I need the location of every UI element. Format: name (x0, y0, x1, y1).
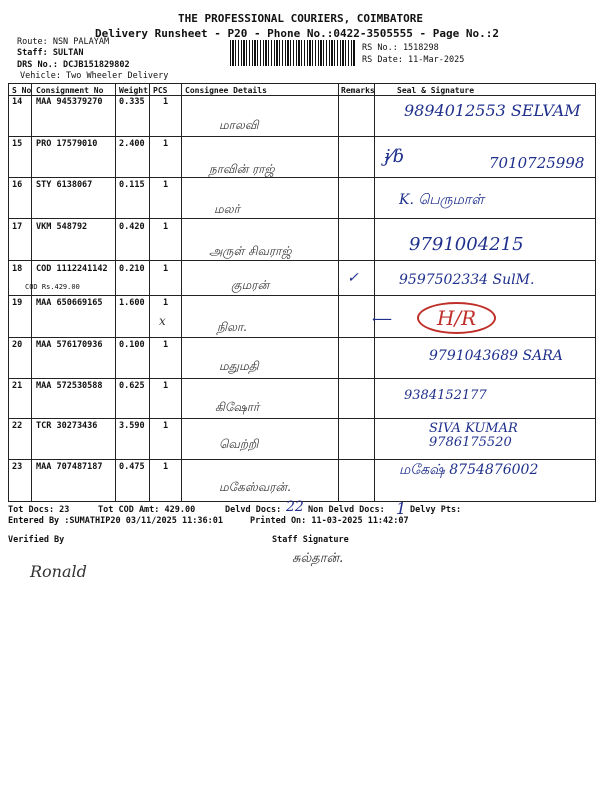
row-weight: 0.625 (119, 381, 145, 391)
runsheet-title: Delivery Runsheet - P20 - Phone No.:0422-3505555 - Page No.:2 (95, 27, 499, 40)
row-pcs: 1 (163, 340, 169, 350)
vehicle-label: Vehicle: Two Wheeler Delivery (20, 71, 169, 81)
row-consignee: மதுமதி (219, 359, 259, 373)
row-consignment-no: MAA 576170936 (36, 340, 103, 350)
row-consignment-no: PRO 17579010 (36, 139, 98, 149)
col-consignee: Consignee Details (185, 86, 267, 95)
entered-by: Entered By :SUMATHIP20 03/11/2025 11:36:01 (8, 516, 223, 526)
col-consignment: Consignment No (36, 86, 104, 95)
row-consignee: குமரன் (231, 278, 270, 292)
row-consignment-no: MAA 945379270 (36, 97, 103, 107)
col-pcs: PCS (153, 86, 168, 95)
row-pcs: 1 (163, 381, 169, 391)
total-cod: Tot COD Amt: 429.00 (98, 505, 196, 515)
rs-date: RS Date: 11-Mar-2025 (362, 55, 465, 65)
row-pcs: 1 (163, 298, 169, 308)
total-docs: Tot Docs: 23 (8, 505, 70, 515)
row-consignment-no: VKM 548792 (36, 222, 88, 232)
row-weight: 0.100 (119, 340, 145, 350)
row-pcs: 1 (163, 462, 169, 472)
row-weight: 0.475 (119, 462, 145, 472)
row-signature: 9894012553 SELVAM (404, 101, 581, 120)
delivery-points-label: Delvy Pts: (410, 505, 462, 515)
row-signature: 9791043689 SARA (429, 348, 563, 364)
delivered-docs-label: Delvd Docs: (225, 505, 282, 515)
row-sno: 14 (12, 97, 23, 107)
row-sno: 21 (12, 381, 23, 391)
col-signature: Seal & Signature (397, 86, 475, 95)
row-sno: 20 (12, 340, 23, 350)
row-cod-amount: COD Rs.429.00 (25, 283, 80, 291)
row-pcs: 1 (163, 222, 169, 232)
company-name: THE PROFESSIONAL COURIERS, COIMBATORE (178, 12, 424, 25)
row-consignment-no: COD 1112241142 (36, 264, 108, 274)
row-signature: மகேஷ் 8754876002 (399, 462, 539, 478)
row-consignee: நிலா. (217, 320, 247, 334)
delivered-docs-value: 22 (286, 499, 304, 515)
row-sno: 23 (12, 462, 23, 472)
row-consignment-no: TCR 30273436 (36, 421, 98, 431)
row-weight: 0.115 (119, 180, 145, 190)
row-signature: K. பெருமாள் (399, 192, 484, 208)
row-pcs: 1 (163, 421, 169, 431)
row-weight: 0.210 (119, 264, 145, 274)
runsheet-table (8, 83, 596, 502)
col-sno: S No (12, 86, 32, 95)
staff-signature: சுல்தான். (292, 551, 344, 566)
cross-mark: x (159, 314, 166, 328)
staff-label: Staff: SULTAN (17, 48, 84, 58)
row-consignee: கிஷோர் (215, 400, 260, 414)
row-weight: 3.590 (119, 421, 145, 431)
row-signature: 7010725998 (489, 154, 585, 172)
non-delivered-docs-label: Non Delvd Docs: (308, 505, 385, 515)
row-remark: ✓ (347, 270, 359, 286)
row-sno: 17 (12, 222, 23, 232)
row-sno: 16 (12, 180, 23, 190)
col-weight: Weight (119, 86, 148, 95)
drs-number: DRS No.: DCJB151829802 (17, 60, 130, 70)
row-signature: 9384152177 (404, 388, 487, 403)
col-remarks: Remarks (341, 86, 375, 95)
row-consignment-no: MAA 707487187 (36, 462, 103, 472)
non-delivered-docs-value: 1 (396, 499, 407, 518)
staff-signature-label: Staff Signature (272, 535, 349, 545)
arrow-mark: ⟵ (372, 312, 393, 328)
row-sno: 18 (12, 264, 23, 274)
barcode-image (230, 40, 355, 66)
row-pcs: 1 (163, 97, 169, 107)
route-label: Route: NSN PALAYAM (17, 37, 110, 47)
row-consignee: மகேஸ்வரன். (219, 480, 291, 494)
rs-number: RS No.: 1518298 (362, 43, 439, 53)
row-signature: 9791004215 (409, 234, 524, 255)
row-weight: 2.400 (119, 139, 145, 149)
row-sno: 22 (12, 421, 23, 431)
row-consignee: வெற்றி (219, 437, 259, 451)
row-pcs: 1 (163, 264, 169, 274)
signature-scribble: ɉ⁄ɓ (384, 146, 405, 167)
row-pcs: 1 (163, 180, 169, 190)
row-consignee: மலர் (214, 202, 240, 216)
verified-signature: Ronald (30, 562, 87, 581)
row-consignment-no: MAA 650669165 (36, 298, 103, 308)
row-consignee: அருள் சிவராஜ் (209, 244, 292, 258)
row-sno: 19 (12, 298, 23, 308)
row-consignee: நாவின் ராஜ் (209, 162, 275, 176)
row-sno: 15 (12, 139, 23, 149)
row-consignment-no: STY 6138067 (36, 180, 93, 190)
row-signature: SIVA KUMAR 9786175520 (429, 421, 518, 450)
row-weight: 0.335 (119, 97, 145, 107)
verified-by-label: Verified By (8, 535, 65, 545)
row-pcs: 1 (163, 139, 169, 149)
row-consignee: மாலவி (219, 118, 259, 132)
printed-on: Printed On: 11-03-2025 11:42:07 (250, 516, 409, 526)
row-signature: 9597502334 SulM. (399, 272, 535, 288)
row-weight: 1.600 (119, 298, 145, 308)
row-weight: 0.420 (119, 222, 145, 232)
row-signature: H/R (417, 302, 496, 334)
row-consignment-no: MAA 572530588 (36, 381, 103, 391)
